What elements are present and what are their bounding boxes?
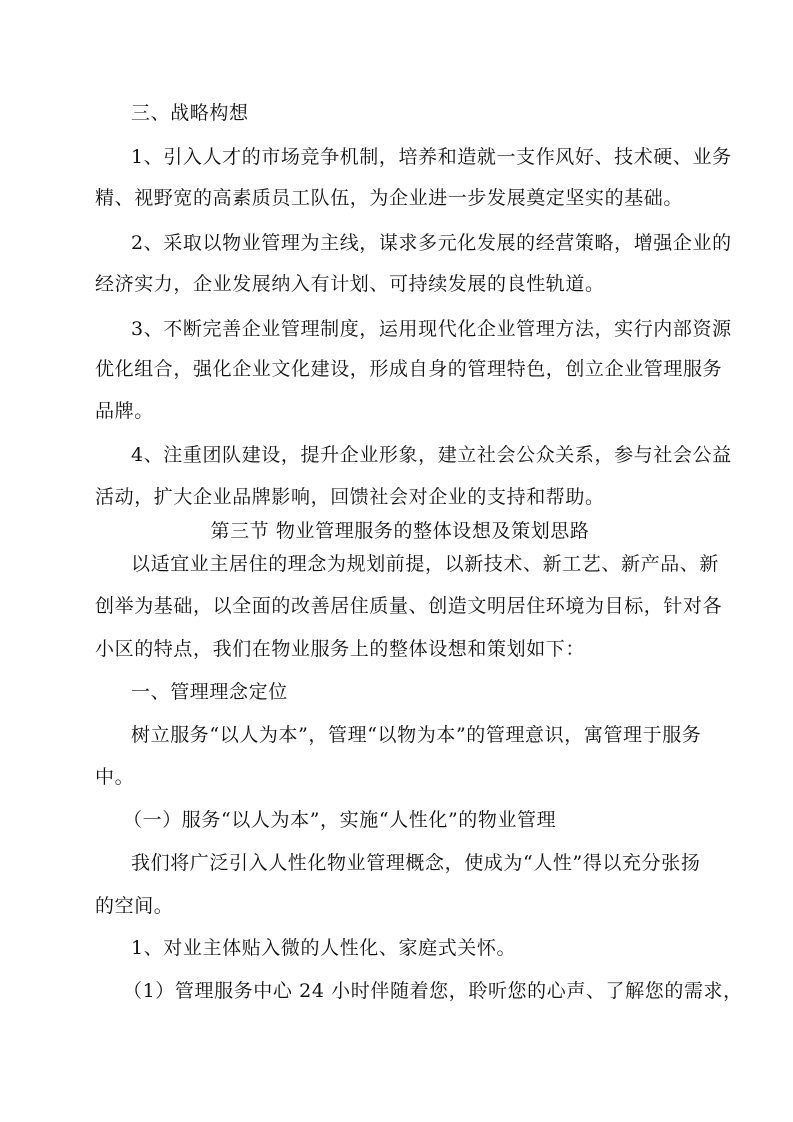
paragraph-line: 我们将广泛引入人性化物业管理概念，使成为“人性”得以充分张扬 (131, 852, 701, 874)
paragraph-line: 4、注重团队建设，提升企业形象，建立社会公众关系，参与社会公益 (131, 444, 732, 466)
list-item: 1、对业主体贴入微的人性化、家庭式关怀。 (131, 937, 517, 959)
paragraph-line: 3、不断完善企业管理制度，运用现代化企业管理方法，实行内部资源 (131, 318, 732, 340)
paragraph-line: 1、引入人才的市场竞争机制，培养和造就一支作风好、技术硬、业务 (131, 146, 732, 168)
paragraph-line: 中。 (95, 766, 135, 788)
subheading-people: （一）服务“以人为本”，实施“人性化”的物业管理 (123, 809, 557, 831)
paragraph-line: 以适宜业主居住的理念为规划前提，以新技术、新工艺、新产品、新 (131, 553, 720, 575)
paragraph-line: 经济实力，企业发展纳入有计划、可持续发展的良性轨道。 (95, 273, 605, 295)
paragraph-line: 的空间。 (95, 895, 174, 917)
paragraph-line: 2、采取以物业管理为主线，谋求多元化发展的经营策略，增强企业的 (131, 232, 732, 254)
paragraph-line: 优化组合，强化企业文化建设，形成自身的管理特色，创立企业管理服务 (95, 358, 723, 380)
section-title: 第三节 物业管理服务的整体设想及策划思路 (210, 520, 590, 542)
paragraph-line: 树立服务“以人为本”，管理“以物为本”的管理意识，寓管理于服务 (131, 724, 702, 746)
paragraph-line: 活动，扩大企业品牌影响，回馈社会对企业的支持和帮助。 (95, 486, 605, 508)
list-item: （1）管理服务中心 24 小时伴随着您，聆听您的心声、了解您的需求， (123, 980, 743, 1002)
heading-strategy: 三、战略构想 (131, 102, 249, 124)
paragraph-line: 小区的特点，我们在物业服务上的整体设想和策划如下： (95, 638, 586, 660)
paragraph-line: 精、视野宽的高素质员工队伍，为企业进一步发展奠定坚实的基础。 (95, 187, 684, 209)
heading-concept: 一、管理理念定位 (131, 681, 288, 703)
paragraph-line: 品牌。 (95, 400, 154, 422)
paragraph-line: 创举为基础，以全面的改善居住质量、创造文明居住环境为目标，针对各 (95, 595, 723, 617)
